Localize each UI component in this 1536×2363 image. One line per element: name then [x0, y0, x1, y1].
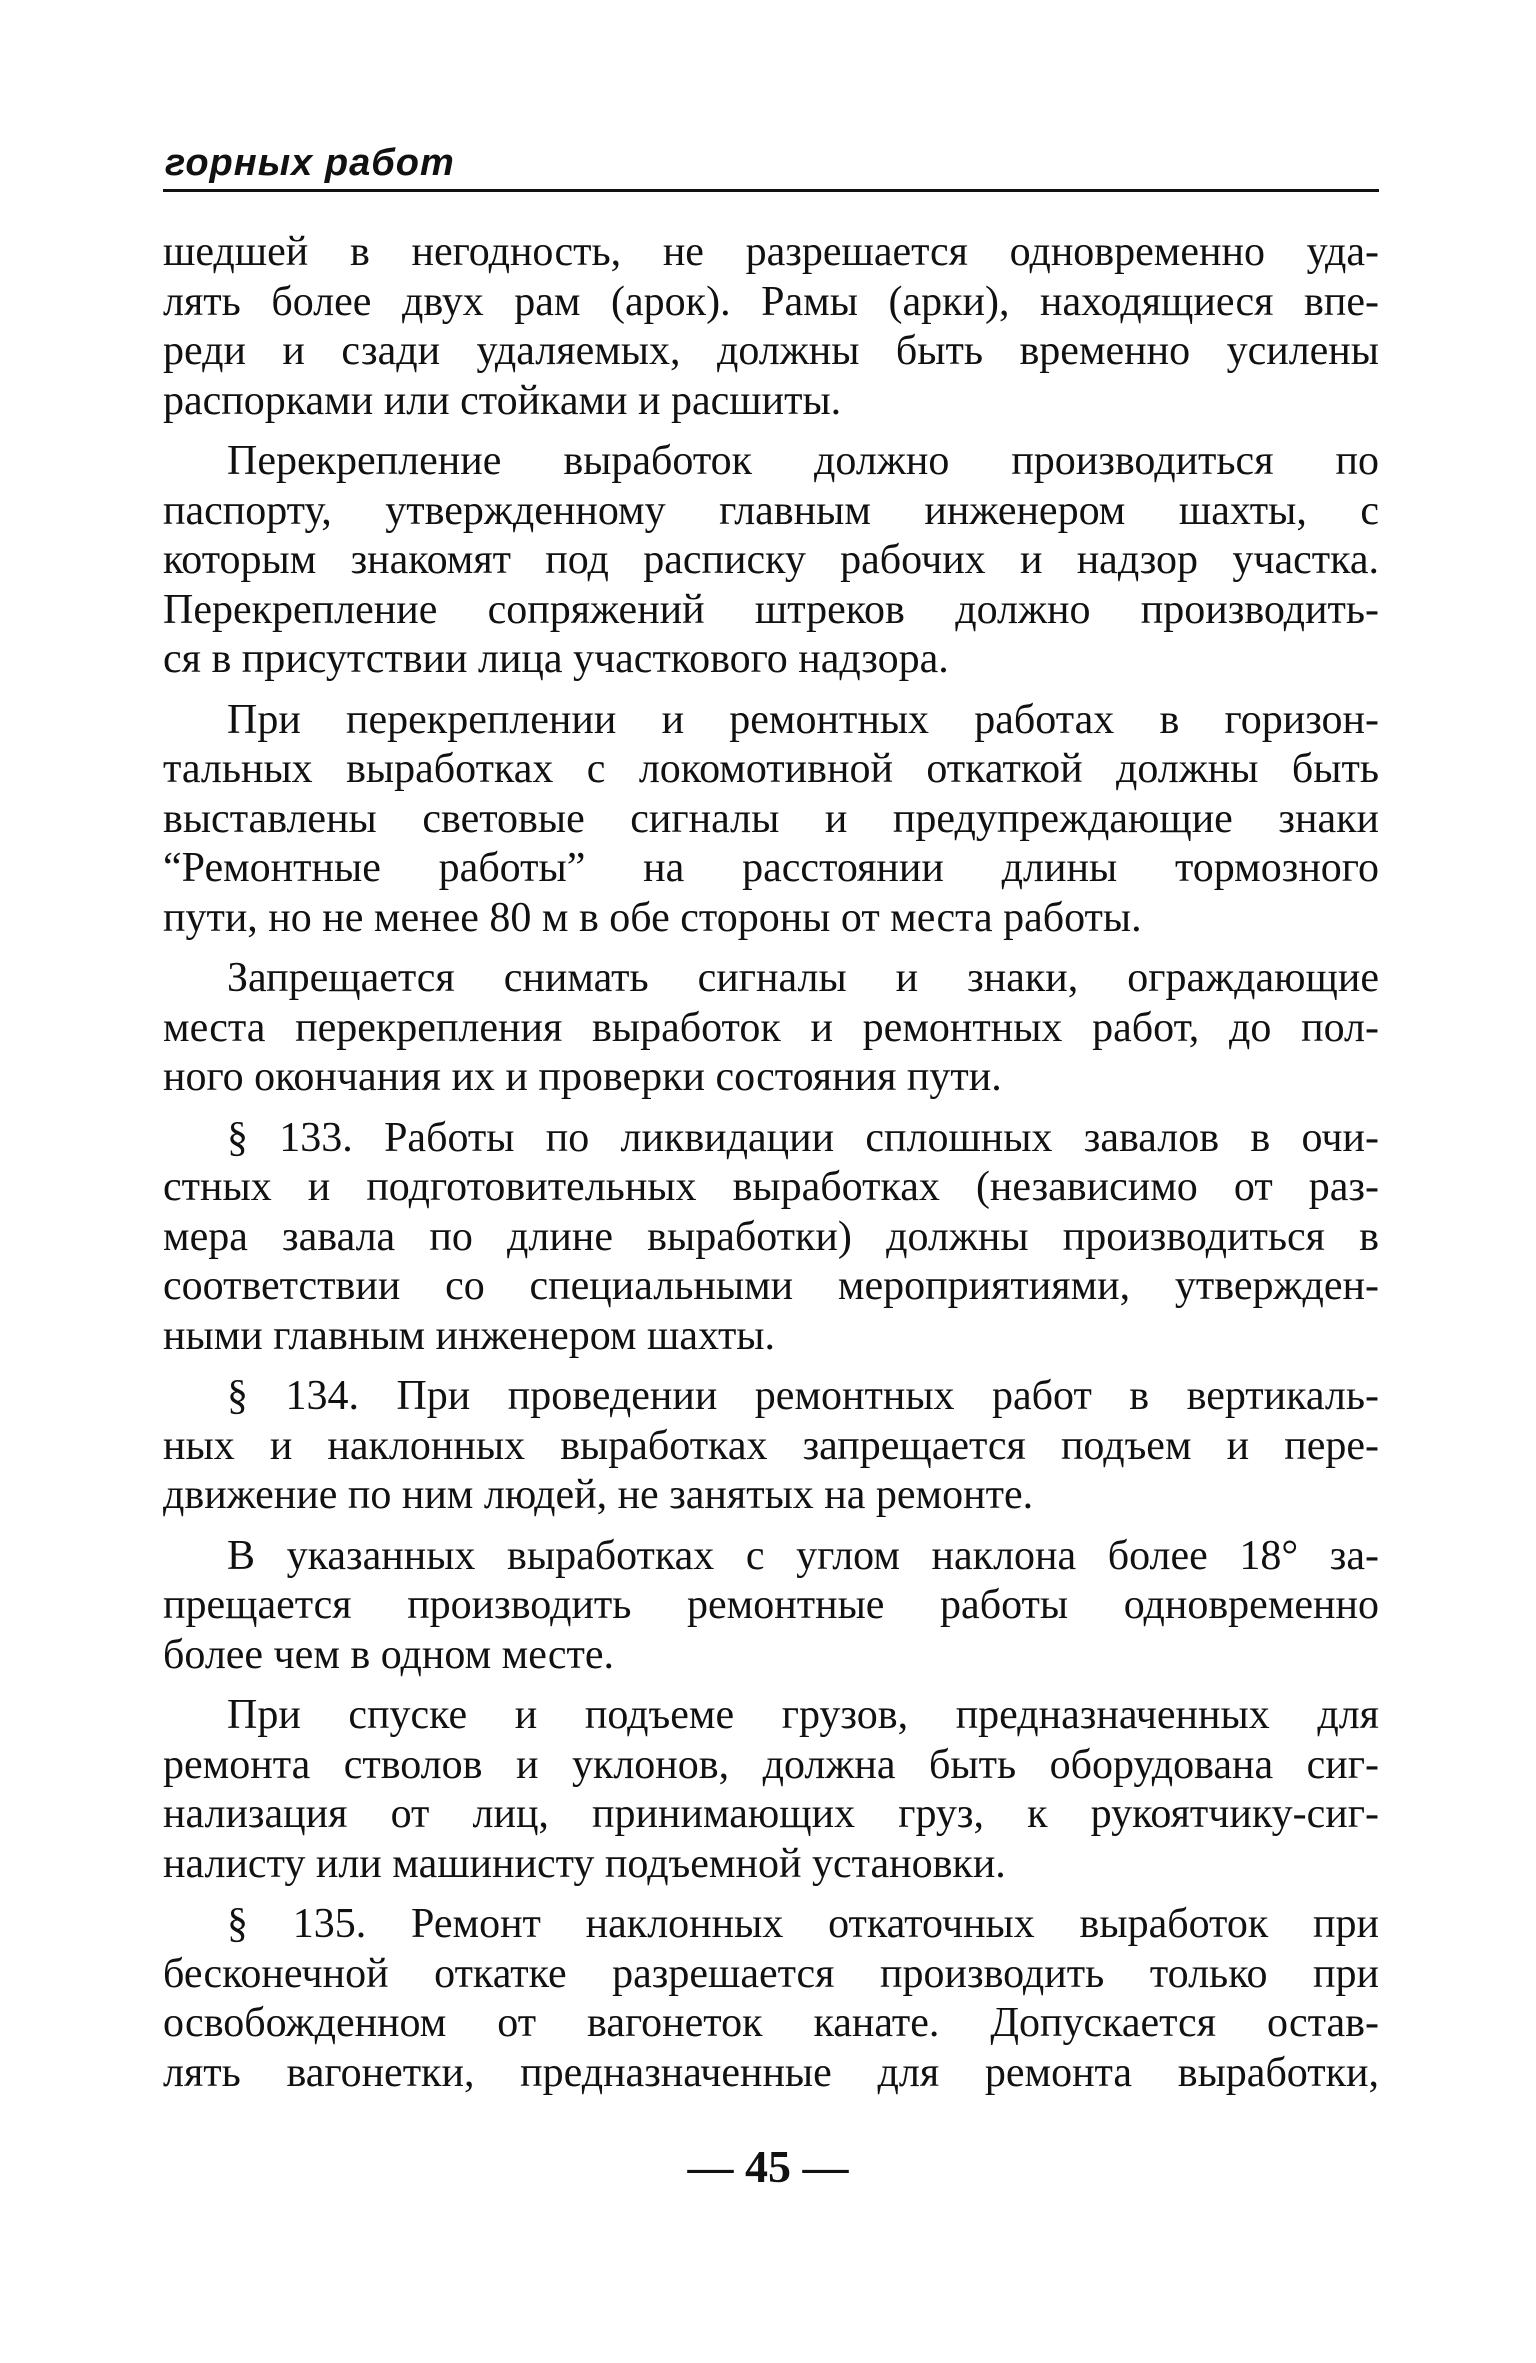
- text-line: Перекрепление сопряжений штреков должно производить-: [163, 586, 1379, 633]
- text-line: стных и подготовительных выработках (независимо от раз-: [163, 1164, 1379, 1210]
- text-line: пути, но не менее 80 м в обе стороны от места работы.: [163, 894, 1142, 941]
- text-line: прещается производить ремонтные работы одновременно: [163, 1582, 1379, 1628]
- paragraph: [163, 1691, 1379, 1889]
- paragraph: [163, 1532, 1379, 1681]
- text-line: лять более двух рам (арок). Рамы (арки), находящиеся впе-: [163, 278, 1379, 325]
- text-line: ных и наклонных выработках запрещается подъем и пере-: [163, 1422, 1379, 1469]
- text-line: ся в присутствии лица участкового надзора.: [163, 636, 949, 682]
- text-line: распорками или стойками и расшиты.: [163, 377, 842, 424]
- paragraph: [163, 696, 1379, 944]
- paragraph: [163, 954, 1379, 1103]
- text-line: лять вагонетки, предназначенные для ремонта выработки,: [163, 2049, 1379, 2096]
- text-line: выставлены световые сигналы и предупреждающие знаки: [163, 795, 1379, 842]
- text-line: Перекрепление выработок должно производиться по: [227, 438, 1379, 484]
- running-head: горных работ: [165, 142, 455, 184]
- text-line: которым знакомят под расписку рабочих и надзор участка.: [163, 537, 1379, 583]
- paragraph: [163, 437, 1379, 685]
- text-line: При спуске и подъеме грузов, предназначенных для: [227, 1692, 1379, 1738]
- paragraph: [163, 1372, 1379, 1521]
- text-line: паспорту, утвержденному главным инженером шахты, с: [163, 487, 1379, 534]
- text-line: § 134. При проведении ремонтных работ в вертикаль-: [227, 1373, 1379, 1419]
- text-line: более чем в одном месте.: [163, 1631, 615, 1678]
- text-line: соответствии со специальными мероприятиями, утвержден-: [163, 1263, 1379, 1309]
- text-line: движение по ним людей, не занятых на ремонте.: [163, 1472, 1034, 1518]
- text-line: шедшей в негодность, не разрешается одновременно уда-: [163, 229, 1379, 275]
- text-line: § 135. Ремонт наклонных откаточных выработок при: [227, 1901, 1379, 1947]
- text-line: При перекреплении и ремонтных работах в горизон-: [227, 696, 1379, 743]
- text-line: места перекрепления выработок и ремонтных работ, до пол-: [163, 1004, 1379, 1051]
- text-line: налисту или машинисту подъемной установки.: [163, 1840, 1006, 1887]
- text-line: освобожденном от вагонеток канате. Допускается остав-: [163, 2000, 1379, 2046]
- paragraph: [163, 1114, 1379, 1362]
- text-line: ного окончания их и проверки состояния пути.: [163, 1054, 1002, 1100]
- text-line: Запрещается снимать сигналы и знаки, ограждающие: [227, 955, 1379, 1001]
- text-line: В указанных выработках с углом наклона более 18° за-: [227, 1532, 1379, 1579]
- text-line: ремонта стволов и уклонов, должна быть оборудована сиг-: [163, 1741, 1379, 1788]
- text-line: мера завала по длине выработки) должны производиться в: [163, 1213, 1379, 1260]
- paragraph: [163, 1900, 1379, 2098]
- text-line: нализация от лиц, принимающих груз, к рукоятчику-сиг-: [163, 1791, 1379, 1837]
- body-text: [163, 228, 1379, 2109]
- page-number: — 45 —: [687, 2141, 849, 2192]
- text-line: ными главным инженером шахты.: [163, 1312, 776, 1359]
- text-line: реди и сзади удаляемых, должны быть временно усилены: [163, 328, 1379, 374]
- text-line: тальных выработках с локомотивной откаткой должны быть: [163, 746, 1379, 792]
- paragraph: [163, 228, 1379, 426]
- text-line: “Ремонтные работы” на расстоянии длины тормозного: [163, 845, 1379, 891]
- header-rule: [163, 189, 1379, 192]
- text-line: бесконечной откатке разрешается производить только при: [163, 1950, 1379, 1997]
- text-line: § 133. Работы по ликвидации сплошных завалов в очи-: [227, 1114, 1379, 1161]
